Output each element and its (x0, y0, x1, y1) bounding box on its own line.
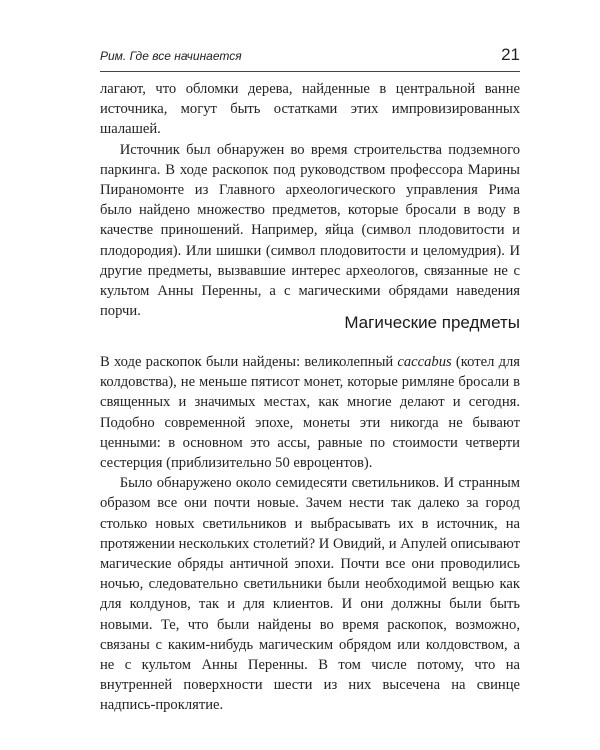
section-2-text (100, 352, 520, 716)
page-number: 21 (501, 45, 520, 64)
paragraph: лагают, что обломки дерева, найденные в центральной ванне источника, могут быть остатками этих импровизированных шалашей. (100, 81, 520, 138)
section-1-text (100, 79, 520, 321)
running-header (100, 45, 520, 67)
paragraph (100, 352, 520, 473)
paragraph: Было обнаружено около семидесяти светильников. И странным образом все они почти новые. Зачем нести так далеко за город столько новых светильников и выбрасывать их в источник, на протяжении нескольких столетий? И Овидий, и Апулей описывают магические обряды античной эпохи. Почти все они проводились ночью, следовательно светильники были необходимой вещью как для колдунов, так и для клиентов. И они должны были быть новыми. Те, что были найдены во время раскопок, возможно, связаны с каким-нибудь магическим обрядом или колдовством, а не с культом Анны Перенны. В том числе потому, что на внутренней поверхности шести из них высечена на свинце надпись-проклятие. (100, 475, 520, 714)
text-run: В ходе раскопок были найдены: великолепный (100, 354, 398, 370)
header-rule (100, 71, 520, 72)
paragraph: Источник был обнаружен во время строительства подземного паркинга. В ходе раскопок под руководством профессора Марины Пираномонте из Главного археологического управления Рима было найдено множество предметов, которые бросали в воду в качестве приношений. Например, яйца (символ плодовитости и плодородия). Или шишки (символ плодовитости и целомудрия). И другие предметы, вызвавшие интерес археологов, связанные не с культом Анны Перенны, а с магическими обрядами наведения порчи. (100, 141, 520, 320)
latin-term: caccabus (397, 354, 452, 370)
text-run: (котел для колдовства), не меньше пятисот монет, которые римляне бросали в священных и значимых местах, как многие делают и сегодня. Подобно современной эпохе, монеты эти никогда не бывают ценными: в основном это ассы, равные по стоимости четверти сестерция (приблизительно 50 евроцентов). (100, 354, 520, 472)
section-heading: Магические предметы (344, 313, 520, 332)
running-title: Рим. Где все начинается (100, 49, 242, 63)
